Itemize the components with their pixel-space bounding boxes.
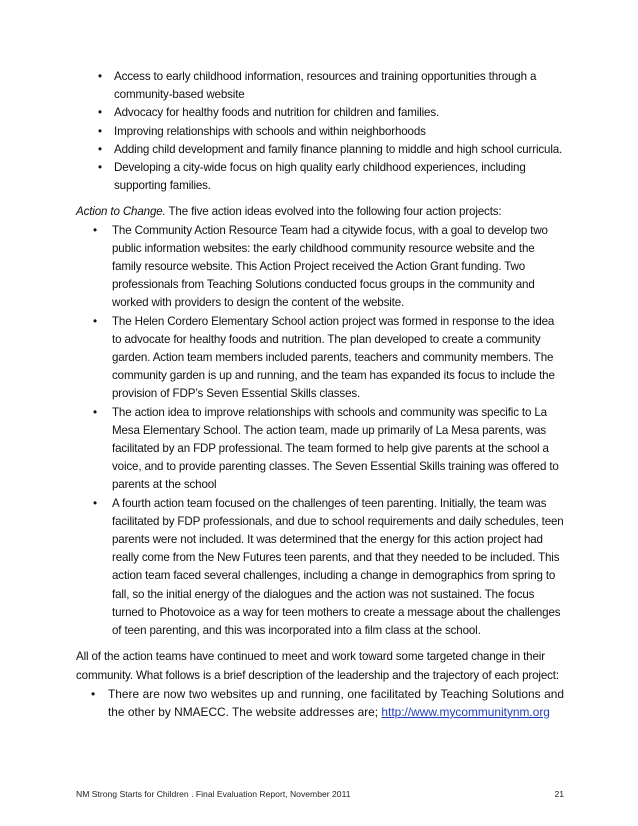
action-ideas-list	[76, 68, 564, 195]
summary-paragraph: All of the action teams have continued to meet and work toward some targeted change in their community. What follows is a brief description of the leadership and the trajectory of each project:	[76, 650, 559, 682]
websites-list	[76, 685, 564, 721]
action-intro-text: The five action ideas evolved into the following four action projects:	[165, 205, 502, 219]
action-to-change-label: Action to Change.	[76, 205, 166, 219]
list-item: • A fourth action team focused on the challenges of teen parenting. Initially, the team was facilitated by FDP professionals, and due to school requirements and daily schedules, teen parents were not included. It was determined that the energy for this action project had really come from the New Futures teen parents, and that they needed to be included. This action team faced several challenges, including a change in demographics from spring to fall, so the initial energy of the dialogues and the action was not sustained. The focus turned to Photovoice as a way for teen mothers to create a message about the challenges of teen parenting, and this was incorporated into a film class at the school.	[76, 495, 564, 641]
action-to-change-paragraph	[76, 203, 564, 221]
list-item: • Improving relationships with schools and within neighborhoods	[76, 123, 564, 141]
list-item: • Developing a city-wide focus on high quality early childhood experiences, including supporting families.	[76, 159, 564, 195]
list-item: • Access to early childhood information, resources and training opportunities through a community-based website	[76, 68, 564, 104]
footer-report-title: NM Strong Starts for Children . Final Evaluation Report, November 2011	[76, 789, 351, 799]
list-item: • Advocacy for healthy foods and nutrition for children and families.	[76, 104, 564, 122]
list-item	[76, 685, 564, 721]
page-number: 21	[554, 789, 564, 799]
list-item: • The action idea to improve relationships with schools and community was specific to La Mesa Elementary School. The action team, made up primarily of La Mesa parents, was facilitated by an FDP professional. The team formed to help give parents at the school a voice, and to provide parenting classes. The Seven Essential Skills training was offered to parents at the school	[76, 404, 564, 495]
websites-text: There are now two websites up and running, one facilitated by Teaching Solutions and the other by NMAECC. The website addresses are;	[108, 686, 564, 719]
action-projects-list	[76, 222, 564, 641]
list-item: • Adding child development and family finance planning to middle and high school curricula.	[76, 141, 564, 159]
community-website-link[interactable]: http://www.mycommunitynm.org	[381, 704, 550, 719]
list-item: • The Helen Cordero Elementary School action project was formed in response to the idea to advocate for healthy foods and nutrition. The plan developed to create a community garden. Action team members included parents, teachers and community members. The community garden is up and running, and the team has expanded its focus to include the provision of FDP’s Seven Essential Skills classes.	[76, 313, 564, 404]
page-footer	[76, 789, 564, 799]
page-content	[76, 68, 564, 721]
list-item: • The Community Action Resource Team had a citywide focus, with a goal to develop two public information websites: the early childhood community resource website and the family resource website. This Action Project received the Action Grant funding. Two professionals from Teaching Solutions conducted focus groups in the community and worked with providers to design the content of the website.	[76, 222, 564, 313]
